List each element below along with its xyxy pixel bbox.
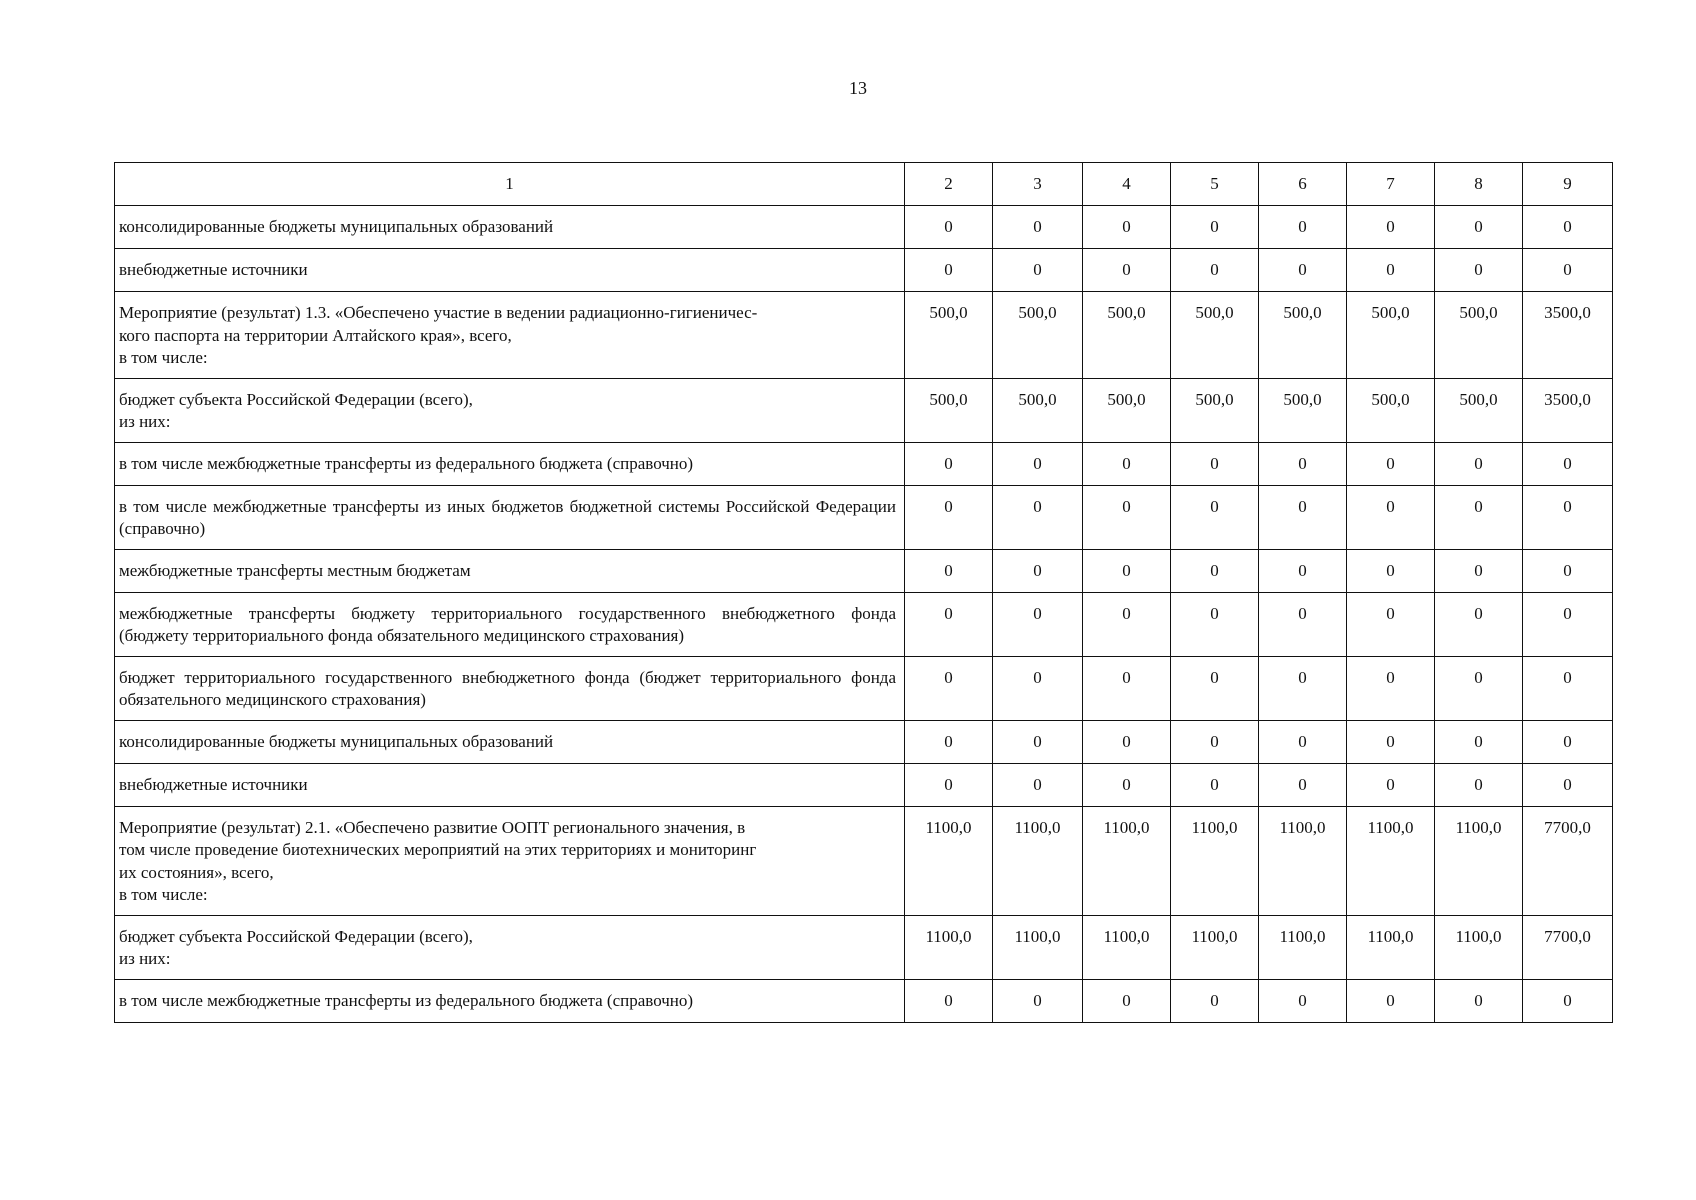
table-row	[115, 979, 1613, 1022]
table-row	[115, 378, 1613, 442]
page-number: 13	[849, 78, 867, 98]
row-label-line: в том числе межбюджетные трансферты из иных бюджетов бюджетной системы Российской Федерации (справочно)	[119, 496, 896, 538]
row-value-col-7: 0	[1347, 763, 1435, 806]
table-row	[115, 720, 1613, 763]
row-value-col-2: 0	[905, 720, 993, 763]
row-value-col-6: 1100,0	[1259, 915, 1347, 979]
row-value-col-5: 1100,0	[1171, 806, 1259, 915]
column-header-9: 9	[1523, 163, 1613, 206]
row-label	[115, 806, 905, 915]
row-value-col-6: 0	[1259, 249, 1347, 292]
row-value-col-2: 0	[905, 549, 993, 592]
table-row	[115, 806, 1613, 915]
row-value-col-3: 0	[993, 656, 1083, 720]
row-label-line: в том числе:	[119, 348, 208, 367]
row-value-col-8: 0	[1435, 206, 1523, 249]
row-value-col-5: 0	[1171, 720, 1259, 763]
row-value-col-2: 0	[905, 592, 993, 656]
row-label-line: в том числе:	[119, 885, 208, 904]
row-label-line: том числе проведение биотехнических мероприятий на этих территориях и мониторинг	[119, 840, 757, 859]
row-value-col-9: 0	[1523, 763, 1613, 806]
column-header-7: 7	[1347, 163, 1435, 206]
row-label-line: в том числе межбюджетные трансферты из федерального бюджета (справочно)	[119, 453, 694, 473]
row-value-col-6: 500,0	[1259, 378, 1347, 442]
row-value-col-7: 0	[1347, 720, 1435, 763]
row-value-col-9: 0	[1523, 979, 1613, 1022]
row-value-col-5: 0	[1171, 549, 1259, 592]
row-value-col-3: 0	[993, 979, 1083, 1022]
row-value-col-9: 0	[1523, 442, 1613, 485]
row-value-col-2: 500,0	[905, 292, 993, 379]
row-label-line: из них:	[119, 412, 171, 431]
table-row	[115, 592, 1613, 656]
row-label	[115, 549, 905, 592]
row-value-col-4: 0	[1083, 206, 1171, 249]
row-value-col-4: 1100,0	[1083, 915, 1171, 979]
row-value-col-8: 500,0	[1435, 292, 1523, 379]
row-label-line: консолидированные бюджеты муниципальных образований	[119, 731, 554, 751]
row-value-col-7: 0	[1347, 485, 1435, 549]
row-value-col-7: 0	[1347, 442, 1435, 485]
row-value-col-3: 0	[993, 206, 1083, 249]
row-value-col-2: 0	[905, 485, 993, 549]
row-value-col-7: 0	[1347, 592, 1435, 656]
table-row	[115, 763, 1613, 806]
row-value-col-3: 0	[993, 720, 1083, 763]
row-value-col-8: 0	[1435, 485, 1523, 549]
budget-table-container	[114, 162, 1612, 1023]
column-header-1: 1	[115, 163, 905, 206]
row-value-col-4: 0	[1083, 442, 1171, 485]
row-value-col-5: 0	[1171, 206, 1259, 249]
row-label-line: межбюджетные трансферты бюджету территориального государственного внебюджетного фонда (бюджету территориального фонда обязательного медицинского страхования)	[119, 603, 896, 645]
row-value-col-4: 1100,0	[1083, 806, 1171, 915]
row-value-col-3: 500,0	[993, 378, 1083, 442]
row-value-col-7: 0	[1347, 206, 1435, 249]
row-value-col-9: 0	[1523, 206, 1613, 249]
row-value-col-4: 0	[1083, 249, 1171, 292]
row-value-col-8: 1100,0	[1435, 915, 1523, 979]
row-value-col-7: 0	[1347, 656, 1435, 720]
row-value-col-2: 0	[905, 206, 993, 249]
row-value-col-4: 0	[1083, 979, 1171, 1022]
row-value-col-6: 500,0	[1259, 292, 1347, 379]
row-value-col-3: 0	[993, 485, 1083, 549]
row-value-col-4: 0	[1083, 549, 1171, 592]
row-label	[115, 249, 905, 292]
table-row	[115, 915, 1613, 979]
row-value-col-2: 0	[905, 763, 993, 806]
row-value-col-9: 7700,0	[1523, 915, 1613, 979]
column-header-2: 2	[905, 163, 993, 206]
row-value-col-6: 0	[1259, 592, 1347, 656]
column-header-6: 6	[1259, 163, 1347, 206]
row-value-col-5: 500,0	[1171, 378, 1259, 442]
row-value-col-9: 0	[1523, 249, 1613, 292]
row-label	[115, 656, 905, 720]
row-label-line: в том числе межбюджетные трансферты из федерального бюджета (справочно)	[119, 990, 694, 1010]
row-value-col-5: 0	[1171, 763, 1259, 806]
row-value-col-9: 3500,0	[1523, 378, 1613, 442]
column-header-4: 4	[1083, 163, 1171, 206]
row-value-col-7: 1100,0	[1347, 915, 1435, 979]
row-value-col-4: 0	[1083, 656, 1171, 720]
row-label-line: Мероприятие (результат) 2.1. «Обеспечено развитие ООПТ регионального значения, в	[119, 817, 746, 837]
row-label-line: кого паспорта на территории Алтайского края», всего,	[119, 325, 512, 345]
row-value-col-8: 0	[1435, 592, 1523, 656]
row-value-col-4: 0	[1083, 720, 1171, 763]
row-value-col-2: 0	[905, 656, 993, 720]
table-body	[115, 206, 1613, 1023]
column-number-header-row	[115, 163, 1613, 206]
row-label	[115, 592, 905, 656]
row-value-col-2: 1100,0	[905, 915, 993, 979]
row-value-col-2: 0	[905, 979, 993, 1022]
row-label	[115, 485, 905, 549]
row-value-col-4: 500,0	[1083, 292, 1171, 379]
table-row	[115, 249, 1613, 292]
row-value-col-5: 0	[1171, 592, 1259, 656]
row-label	[115, 442, 905, 485]
row-label-line: бюджет субъекта Российской Федерации (всего),	[119, 926, 473, 946]
row-value-col-8: 500,0	[1435, 378, 1523, 442]
row-label-line: внебюджетные источники	[119, 774, 308, 794]
row-value-col-3: 0	[993, 249, 1083, 292]
row-value-col-3: 1100,0	[993, 915, 1083, 979]
row-value-col-8: 0	[1435, 442, 1523, 485]
row-value-col-9: 0	[1523, 549, 1613, 592]
row-value-col-5: 1100,0	[1171, 915, 1259, 979]
table-row	[115, 549, 1613, 592]
row-value-col-6: 0	[1259, 763, 1347, 806]
row-label-line: бюджет субъекта Российской Федерации (всего),	[119, 389, 473, 409]
row-label	[115, 720, 905, 763]
row-label	[115, 292, 905, 379]
row-label	[115, 763, 905, 806]
row-label	[115, 915, 905, 979]
column-header-5: 5	[1171, 163, 1259, 206]
row-value-col-4: 0	[1083, 485, 1171, 549]
row-value-col-8: 0	[1435, 763, 1523, 806]
row-value-col-7: 0	[1347, 549, 1435, 592]
row-value-col-2: 0	[905, 442, 993, 485]
row-value-col-3: 0	[993, 592, 1083, 656]
budget-table	[114, 162, 1613, 1023]
column-header-8: 8	[1435, 163, 1523, 206]
row-value-col-6: 0	[1259, 485, 1347, 549]
row-value-col-4: 0	[1083, 763, 1171, 806]
row-value-col-5: 0	[1171, 249, 1259, 292]
row-value-col-9: 7700,0	[1523, 806, 1613, 915]
column-header-3: 3	[993, 163, 1083, 206]
table-row	[115, 206, 1613, 249]
row-value-col-7: 1100,0	[1347, 806, 1435, 915]
row-label-line: Мероприятие (результат) 1.3. «Обеспечено участие в ведении радиационно-гигиеничес-	[119, 303, 758, 322]
row-value-col-6: 0	[1259, 979, 1347, 1022]
row-value-col-9: 3500,0	[1523, 292, 1613, 379]
row-value-col-7: 500,0	[1347, 378, 1435, 442]
row-value-col-7: 0	[1347, 249, 1435, 292]
row-value-col-6: 1100,0	[1259, 806, 1347, 915]
row-value-col-3: 0	[993, 549, 1083, 592]
row-label-line: бюджет территориального государственного внебюджетного фонда (бюджет территориального фонда обязательного медицинского страхования)	[119, 667, 896, 709]
table-row	[115, 442, 1613, 485]
row-value-col-8: 1100,0	[1435, 806, 1523, 915]
row-value-col-9: 0	[1523, 592, 1613, 656]
row-value-col-4: 500,0	[1083, 378, 1171, 442]
table-row	[115, 656, 1613, 720]
row-value-col-3: 1100,0	[993, 806, 1083, 915]
row-value-col-8: 0	[1435, 720, 1523, 763]
row-value-col-8: 0	[1435, 549, 1523, 592]
row-value-col-6: 0	[1259, 549, 1347, 592]
row-value-col-3: 500,0	[993, 292, 1083, 379]
row-value-col-3: 0	[993, 442, 1083, 485]
row-value-col-5: 0	[1171, 485, 1259, 549]
row-label-line: межбюджетные трансферты местным бюджетам	[119, 560, 471, 580]
row-value-col-2: 1100,0	[905, 806, 993, 915]
row-label-line: из них:	[119, 949, 171, 968]
row-label-line: их состояния», всего,	[119, 862, 274, 882]
row-value-col-6: 0	[1259, 656, 1347, 720]
row-value-col-6: 0	[1259, 206, 1347, 249]
row-value-col-8: 0	[1435, 656, 1523, 720]
row-label-line: консолидированные бюджеты муниципальных образований	[119, 217, 554, 236]
row-label-line: внебюджетные источники	[119, 260, 308, 279]
row-value-col-5: 0	[1171, 656, 1259, 720]
row-label	[115, 378, 905, 442]
row-value-col-9: 0	[1523, 656, 1613, 720]
table-row	[115, 292, 1613, 379]
row-value-col-6: 0	[1259, 720, 1347, 763]
table-row	[115, 485, 1613, 549]
row-label	[115, 979, 905, 1022]
row-value-col-5: 0	[1171, 442, 1259, 485]
row-value-col-4: 0	[1083, 592, 1171, 656]
row-value-col-5: 0	[1171, 979, 1259, 1022]
row-value-col-2: 0	[905, 249, 993, 292]
row-value-col-7: 0	[1347, 979, 1435, 1022]
row-value-col-3: 0	[993, 763, 1083, 806]
row-value-col-7: 500,0	[1347, 292, 1435, 379]
row-value-col-8: 0	[1435, 979, 1523, 1022]
row-value-col-8: 0	[1435, 249, 1523, 292]
row-value-col-9: 0	[1523, 485, 1613, 549]
row-value-col-2: 500,0	[905, 378, 993, 442]
row-value-col-5: 500,0	[1171, 292, 1259, 379]
row-label	[115, 206, 905, 249]
row-value-col-9: 0	[1523, 720, 1613, 763]
row-value-col-6: 0	[1259, 442, 1347, 485]
